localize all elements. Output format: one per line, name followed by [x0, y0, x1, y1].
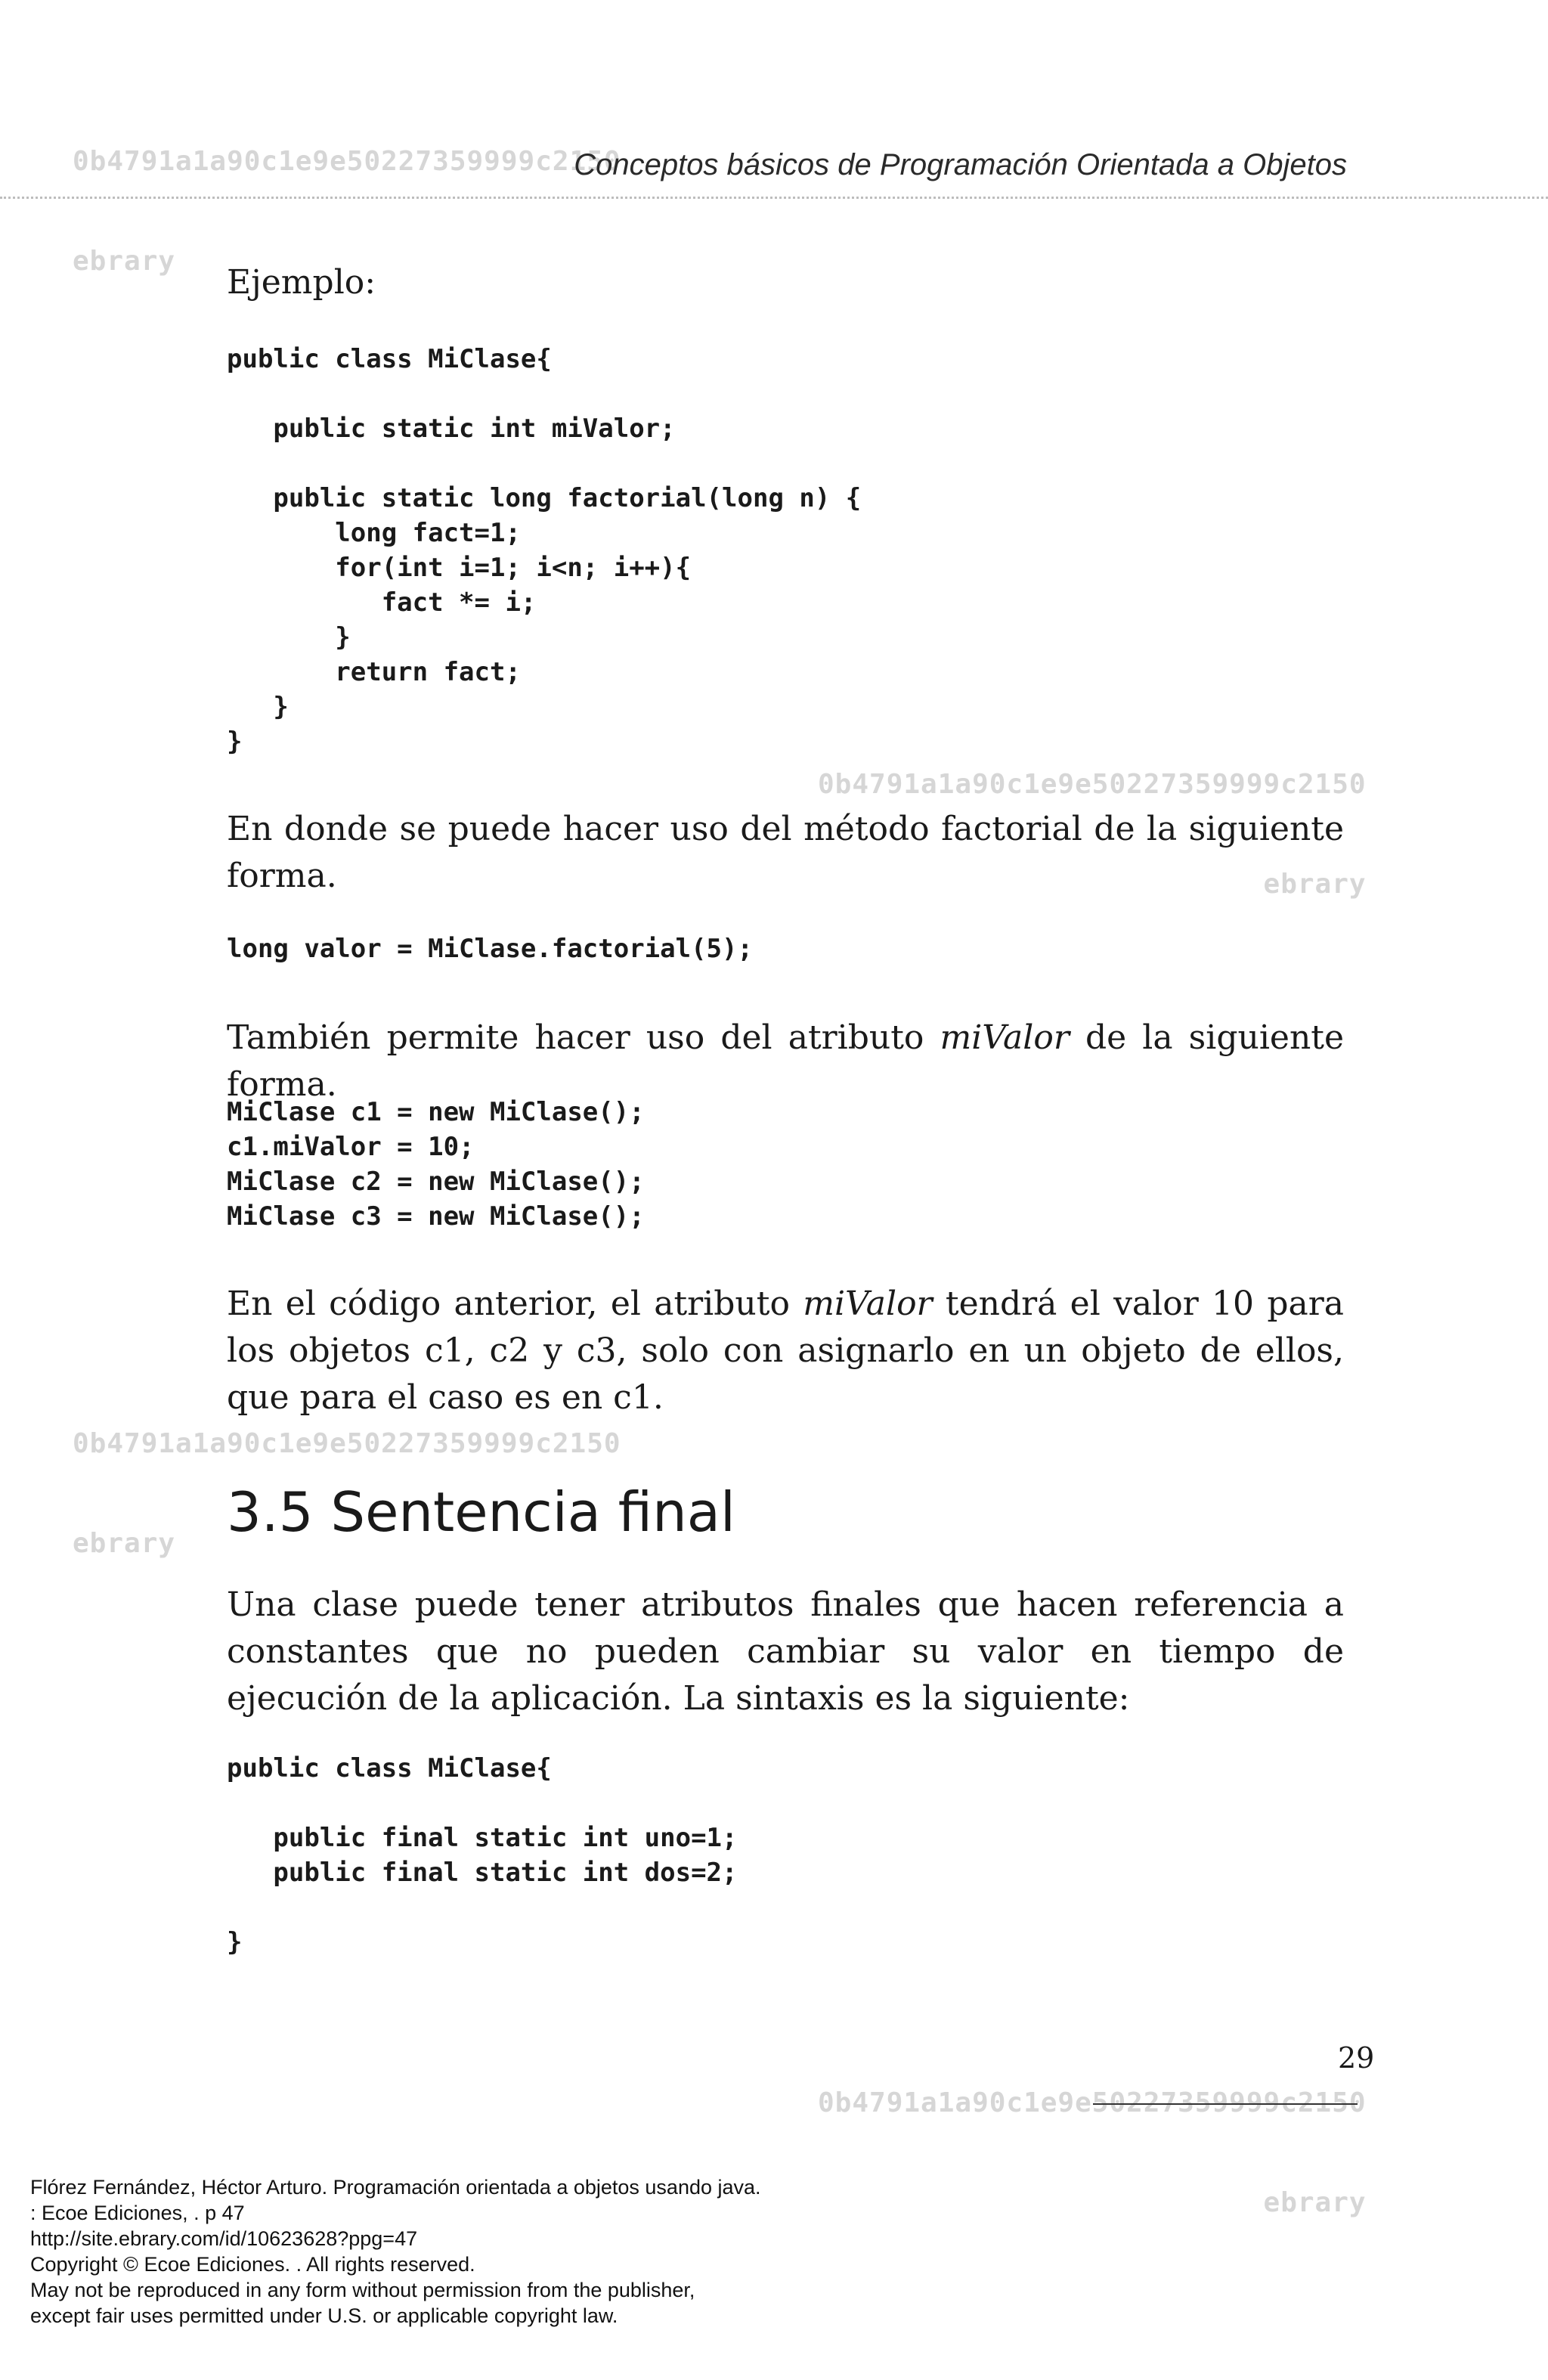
footer-line: except fair uses permitted under U.S. or applicable copyright law.: [30, 2304, 618, 2327]
footer-line: Copyright © Ecoe Ediciones. . All rights reserved.: [30, 2253, 475, 2276]
watermark-id: 0b4791a1a90c1e9e50227359999c2150: [818, 2087, 1367, 2118]
paragraph-text: También permite hacer uso del atributo: [227, 1018, 940, 1057]
paragraph-text: de la siguiente forma.: [227, 1018, 1345, 1104]
example-label: Ejemplo:: [227, 263, 376, 302]
running-header: Conceptos básicos de Programación Orientada a Objetos: [574, 148, 1347, 181]
watermark-id: 0b4791a1a90c1e9e50227359999c2150: [73, 1428, 621, 1459]
page-number: 29: [1338, 2041, 1375, 2075]
watermark-right-lower: [818, 2020, 1367, 2253]
emphasis-term: miValor: [803, 1285, 933, 1323]
footer-line: May not be reproduced in any form without permission from the publisher,: [30, 2279, 695, 2301]
paragraph-text: En el código anterior, el atributo: [227, 1285, 803, 1323]
watermark-id: 0b4791a1a90c1e9e50227359999c2150: [73, 146, 621, 177]
watermark-brand: ebrary: [1263, 2187, 1367, 2218]
page-number-rule: [1093, 2103, 1358, 2105]
watermark-brand: ebrary: [73, 246, 176, 277]
paragraph-final-description: Una clase puede tener atributos finales que hacen referencia a constantes que no pueden cambiar su valor en tiempo de ejecución de la aplicación. La sintaxis es la siguiente:: [227, 1585, 1344, 1718]
watermark-id: 0b4791a1a90c1e9e50227359999c2150: [818, 769, 1367, 800]
code-line-factorial-call: long valor = MiClase.factorial(5);: [227, 934, 753, 964]
paragraph-explanation: [227, 1281, 1344, 1421]
footer-url: http://site.ebrary.com/id/10623628?ppg=47: [30, 2227, 418, 2250]
header-divider: [0, 197, 1548, 199]
paragraph-text: tendrá el valor 10 para los objetos c1, c2 y c3, solo con asignarlo en un objeto de ellos, que para el caso es en c1.: [227, 1285, 1344, 1417]
footer-line: : Ecoe Ediciones, . p 47: [30, 2202, 245, 2224]
emphasis-term: miValor: [940, 1018, 1070, 1057]
code-block-final-constants: public class MiClase{ public final static int uno=1; public final static int dos=2; }: [227, 1753, 738, 1957]
watermark-brand: ebrary: [73, 1528, 176, 1559]
watermark-brand: ebrary: [1263, 869, 1367, 900]
footer-line: Flórez Fernández, Héctor Arturo. Programación orientada a objetos usando java.: [30, 2176, 761, 2199]
code-block-instances: MiClase c1 = new MiClase(); c1.miValor = 10; MiClase c2 = new MiClase(); MiClase c3 = new MiClase();: [227, 1097, 645, 1232]
section-heading: 3.5 Sentencia final: [227, 1480, 735, 1544]
paragraph-factorial-usage: En donde se puede hacer uso del método factorial de la siguiente forma.: [227, 810, 1344, 895]
citation-footer: [30, 2174, 761, 2329]
code-block-class-definition: public class MiClase{ public static int miValor; public static long factorial(long n) { long fact=1; for(int i=1; i<n; i++){ fact *= i; } return fact; } }: [227, 344, 862, 757]
